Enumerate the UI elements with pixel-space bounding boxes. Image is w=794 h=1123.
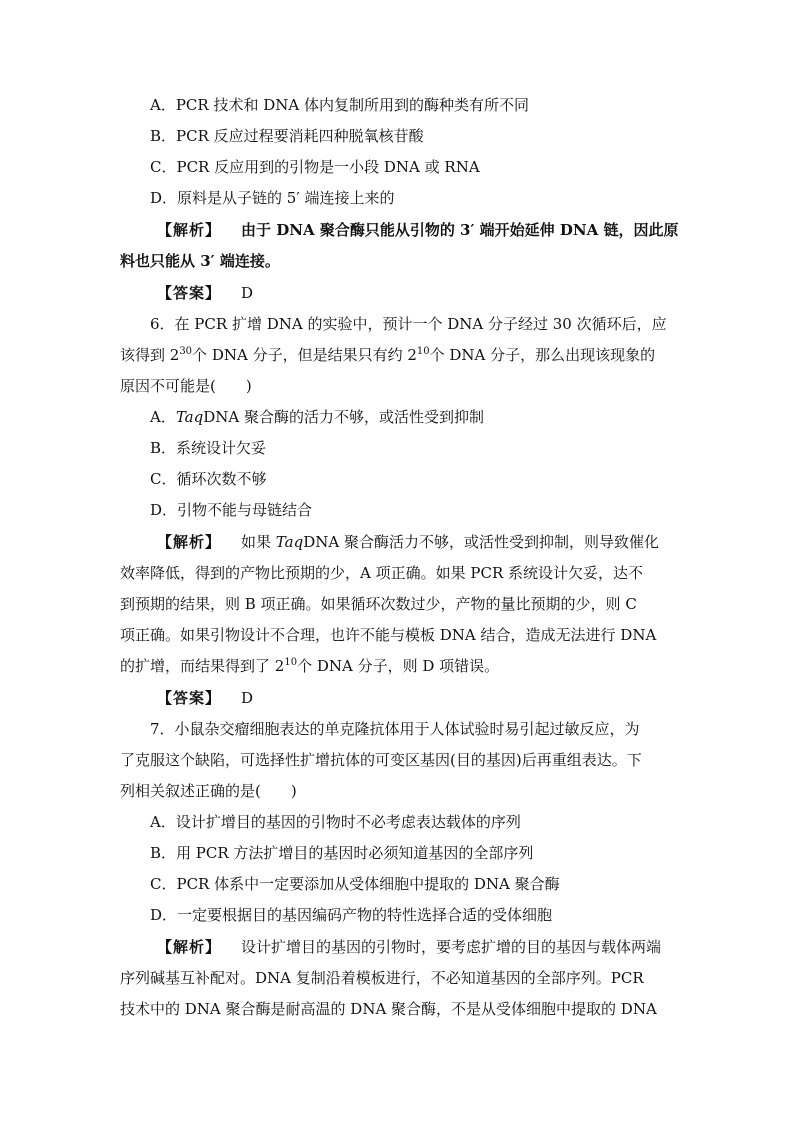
q7-stem-line2: 了克服这个缺陷，可选择性扩增抗体的可变区基因(目的基因)后再重组表达。下 <box>120 751 642 769</box>
q5-option-d: D．原料是从子链的 5′ 端连接上来的 <box>150 189 395 207</box>
q6-option-b: B．系统设计欠妥 <box>150 439 267 457</box>
q7-option-a: A．设计扩增目的基因的引物时不必考虑表达载体的序列 <box>150 813 521 831</box>
q7-stem-line1: 7．小鼠杂交瘤细胞表达的单克隆抗体用于人体试验时易引起过敏反应，为 <box>150 720 640 738</box>
q6-stem-line1: 6．在 PCR 扩增 DNA 的实验中，预计一个 DNA 分子经过 30 次循环后，应 <box>150 315 667 333</box>
q5-option-b: B．PCR 反应过程要消耗四种脱氧核苷酸 <box>150 127 424 145</box>
q7-analysis-line1: 【解析】 设计扩增目的基因的引物时，要考虑扩增的目的基因与载体两端 <box>157 938 662 956</box>
q6-option-d: D．引物不能与母链结合 <box>150 501 313 519</box>
q6-analysis-line2: 效率降低，得到的产物比预期的少，A 项正确。如果 PCR 系统设计欠妥，达不 <box>120 564 644 582</box>
q5-analysis-line1 <box>0 220 794 240</box>
q6-stem-line2: 该得到 $2^{30}$个 DNA 分子，但是结果只有约 $2^{10}$个 DNA 分子，那么出现该现象的 <box>120 346 656 364</box>
q7-option-b: B．用 PCR 方法扩增目的基因时必须知道基因的全部序列 <box>150 844 534 862</box>
q7-option-c: C．PCR 体系中一定要添加从受体细胞中提取的 DNA 聚合酶 <box>150 875 560 893</box>
answer-value: D <box>241 689 254 707</box>
q6-option-a: A．TaqDNA 聚合酶的活力不够，或活性受到抑制 <box>150 408 484 426</box>
answer-label: 【答案】 <box>157 284 222 302</box>
q6-analysis-line1: 【解析】 如果 TaqDNA 聚合酶活力不够，或活性受到抑制，则导致催化 <box>157 533 659 551</box>
q6-analysis-line3: 到预期的结果，则 B 项正确。如果循环次数过少，产物的量比预期的少，则 C <box>120 595 637 613</box>
q6-stem-line3: 原因不可能是( ) <box>120 377 252 395</box>
answer-value: D <box>241 284 254 302</box>
q6-option-c: C．循环次数不够 <box>150 470 267 488</box>
answer-label: 【答案】 <box>157 689 222 707</box>
q5-analysis-text: 由于 DNA 聚合酶只能从引物的 3′ 端开始延伸 DNA 链，因此原 <box>241 221 679 239</box>
q5-option-c: C．PCR 反应用到的引物是一小段 DNA 或 RNA <box>150 158 480 176</box>
analysis-label: 【解析】 <box>157 221 222 239</box>
analysis-label: 【解析】 <box>157 938 222 956</box>
q5-analysis-line2: 料也只能从 3′ 端连接。 <box>120 252 280 270</box>
q6-analysis-line4: 项正确。如果引物设计不合理，也许不能与模板 DNA 结合，造成无法进行 DNA <box>120 626 657 644</box>
q5-answer <box>0 283 794 303</box>
q7-stem-line3: 列相关叙述正确的是( ) <box>120 782 297 800</box>
analysis-label: 【解析】 <box>157 533 222 551</box>
q7-analysis-line2: 序列碱基互补配对。DNA 复制沿着模板进行，不必知道基因的全部序列。PCR <box>120 969 644 987</box>
q7-option-d: D．一定要根据目的基因编码产物的特性选择合适的受体细胞 <box>150 906 553 924</box>
q6-answer <box>0 688 794 708</box>
q7-analysis-line3: 技术中的 DNA 聚合酶是耐高温的 DNA 聚合酶，不是从受体细胞中提取的 DNA <box>120 1000 657 1018</box>
q6-analysis-line5: 的扩增，而结果得到了 $2^{10}$个 DNA 分子，则 D 项错误。 <box>120 657 500 675</box>
q5-option-a: A．PCR 技术和 DNA 体内复制所用到的酶种类有所不同 <box>150 96 529 114</box>
